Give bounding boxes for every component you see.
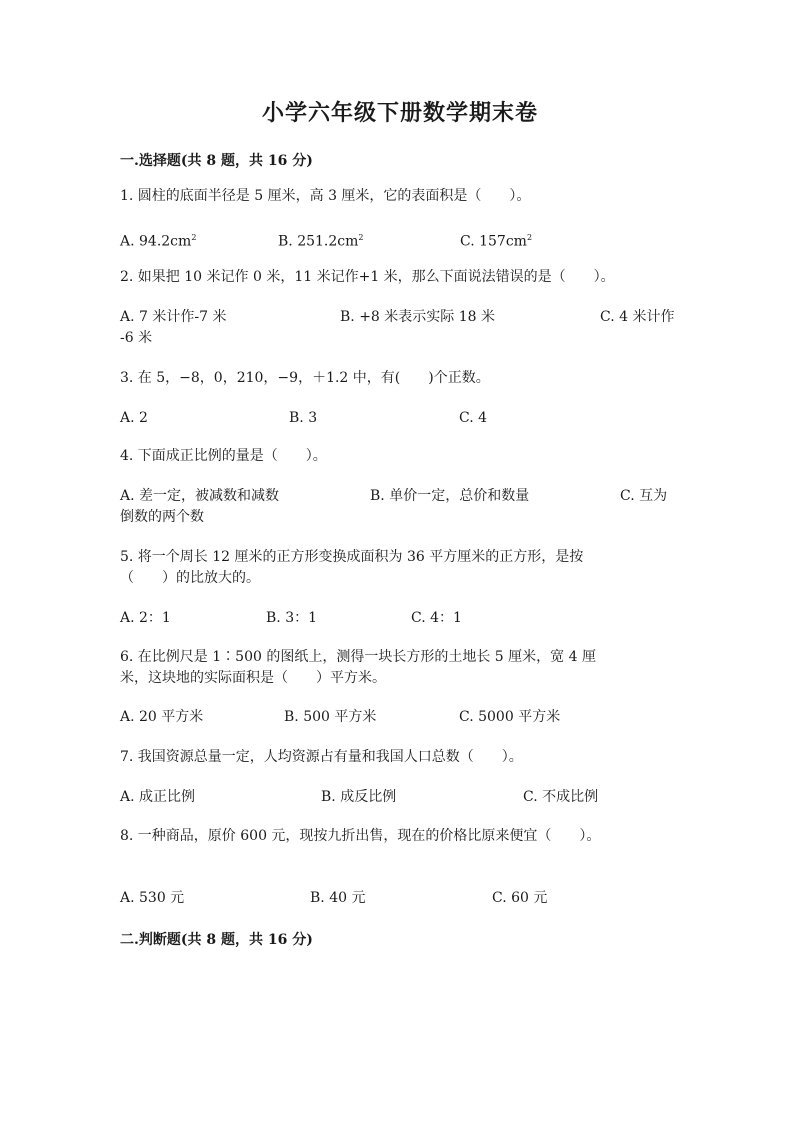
option-b: B. 单价一定，总价和数量	[370, 488, 530, 504]
question-3: 3. 在 5，−8，0，210，−9，＋1.2 中，有( )个正数。	[120, 370, 490, 386]
option-c-continued: 倒数的两个数	[120, 509, 204, 525]
option-b: B. +8 米表示实际 18 米	[340, 309, 495, 325]
option-c: C. 5000 平方米	[459, 709, 561, 725]
question-4-options	[120, 486, 680, 528]
option-a: A. $94.2cm^2$	[120, 233, 197, 250]
option-b: B. 40 元	[310, 890, 366, 906]
option-c-continued: -6 米	[120, 330, 153, 346]
section-heading-judgment: 二.判断题(共 8 题，共 16 分)	[120, 932, 313, 948]
question-1-options	[120, 227, 680, 269]
question-5-line-2: （ ）的比放大的。	[120, 570, 260, 586]
option-a: A. 2	[120, 410, 148, 426]
option-b: B. 3	[289, 410, 318, 426]
option-b: B. $251.2cm^2$	[278, 233, 364, 250]
question-3-options	[120, 408, 680, 450]
question-5-line-1: 5. 将一个周长 12 厘米的正方形变换成面积为 36 平方厘米的正方形，是按	[120, 549, 584, 565]
option-a: A. 20 平方米	[120, 709, 204, 725]
page-title: 小学六年级下册数学期末卷	[261, 100, 538, 126]
question-7-options	[120, 787, 680, 829]
section-heading-choice: 一.选择题(共 8 题，共 16 分)	[120, 153, 313, 169]
option-c: C. 4	[459, 410, 488, 426]
option-c: C. 4 米计作	[600, 309, 675, 325]
option-b: B. 3：1	[266, 610, 318, 626]
question-6	[120, 647, 680, 689]
option-a: A. 7 米计作-7 米	[120, 309, 227, 325]
question-1: 1. 圆柱的底面半径是 5 厘米，高 3 厘米，它的表面积是（ ）。	[120, 188, 531, 204]
question-6-line-2: 米，这块地的实际面积是（ ）平方米。	[120, 670, 386, 686]
question-6-options	[120, 707, 680, 749]
option-c: C. $157cm^2$	[460, 233, 533, 250]
question-8-options	[120, 888, 680, 930]
option-c: C. 互为	[620, 488, 668, 504]
option-c: C. 4：1	[411, 610, 462, 626]
option-a: A. 差一定，被减数和减数	[120, 488, 280, 504]
question-2-options	[120, 307, 680, 349]
option-a: A. 530 元	[120, 890, 185, 906]
question-6-line-1: 6. 在比例尺是 1∶500 的图纸上，测得一块长方形的土地长 5 厘米，宽 4 厘	[120, 649, 596, 665]
question-2: 2. 如果把 10 米记作 0 米，11 米记作+1 米，那么下面说法错误的是（ ）。	[120, 269, 615, 285]
option-a: A. 成正比例	[120, 789, 196, 805]
question-5-options	[120, 608, 680, 650]
option-a: A. 2：1	[120, 610, 171, 626]
question-7: 7. 我国资源总量一定，人均资源占有量和我国人口总数（ ）。	[120, 749, 523, 765]
option-c: C. 60 元	[492, 890, 548, 906]
option-b: B. 500 平方米	[284, 709, 377, 725]
option-c: C. 不成比例	[523, 789, 599, 805]
option-b: B. 成反比例	[321, 789, 397, 805]
question-4: 4. 下面成正比例的量是（ ）。	[120, 448, 327, 464]
question-8: 8. 一种商品，原价 600 元，现按九折出售，现在的价格比原来便宜（ ）。	[120, 828, 601, 844]
question-5	[120, 547, 680, 589]
